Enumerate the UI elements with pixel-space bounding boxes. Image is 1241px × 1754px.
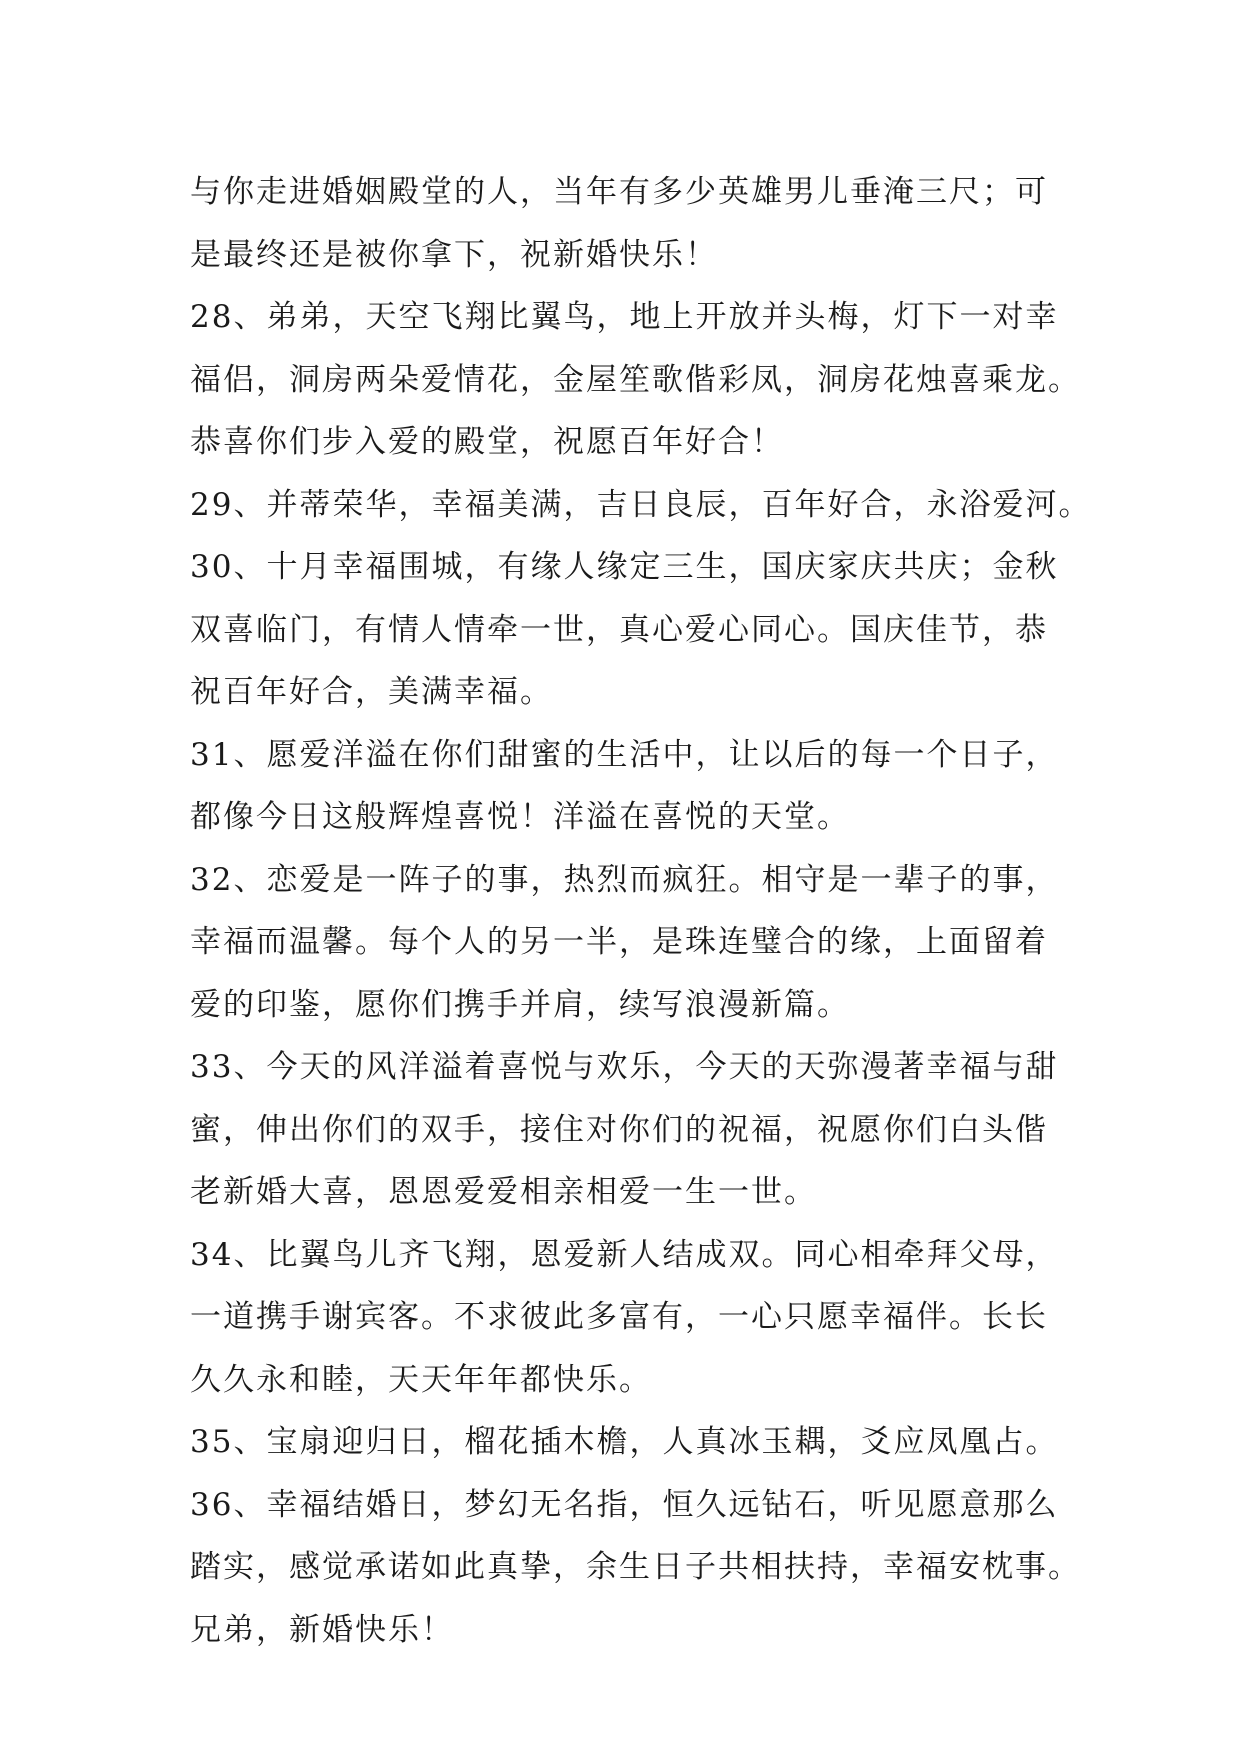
text-line: 幸福而温馨。每个人的另一半，是珠连璧合的缘，上面留着 (190, 924, 1048, 960)
text-line: 福侣，洞房两朵爱情花，金屋笙歌偕彩凤，洞房花烛喜乘龙。 (190, 361, 1081, 398)
text-line: 29、并蒂荣华，幸福美满，吉日良辰，百年好合，永浴爱河。 (190, 486, 1092, 523)
text-line: 恭喜你们步入爱的殿堂，祝愿百年好合！ (190, 424, 784, 460)
document-body (190, 161, 1092, 1661)
text-line: 36、幸福结婚日，梦幻无名指，恒久远钻石，听见愿意那么 (190, 1486, 1059, 1523)
text-line: 35、宝扇迎归日，榴花插木檐，人真冰玉耦，爻应凤凰占。 (190, 1424, 1059, 1460)
text-line: 32、恋爱是一阵子的事，热烈而疯狂。相守是一辈子的事， (190, 861, 1059, 898)
text-line: 双喜临门，有情人情牵一世，真心爱心同心。国庆佳节，恭 (190, 611, 1048, 648)
text-line: 老新婚大喜，恩恩爱爱相亲相爱一生一世。 (190, 1174, 817, 1210)
text-line: 31、愿爱洋溢在你们甜蜜的生活中，让以后的每一个日子， (190, 736, 1059, 773)
text-line: 30、十月幸福围城，有缘人缘定三生，国庆家庆共庆；金秋 (190, 549, 1059, 585)
text-line: 34、比翼鸟儿齐飞翔，恩爱新人结成双。同心相牵拜父母， (190, 1236, 1059, 1273)
text-line: 祝百年好合，美满幸福。 (190, 674, 553, 710)
text-line: 一道携手谢宾客。不求彼此多富有，一心只愿幸福伴。长长 (190, 1299, 1048, 1335)
text-line: 兄弟，新婚快乐！ (190, 1611, 454, 1648)
text-line: 踏实，感觉承诺如此真挚，余生日子共相扶持，幸福安枕事。 (190, 1549, 1081, 1585)
text-line: 33、今天的风洋溢着喜悦与欢乐，今天的天弥漫著幸福与甜 (190, 1049, 1059, 1085)
text-line: 爱的印鉴，愿你们携手并肩，续写浪漫新篇。 (190, 986, 850, 1023)
text-line: 是最终还是被你拿下，祝新婚快乐！ (190, 236, 718, 273)
text-line: 都像今日这般辉煌喜悦！洋溢在喜悦的天堂。 (190, 799, 850, 835)
text-line: 28、弟弟，天空飞翔比翼鸟，地上开放并头梅，灯下一对幸 (190, 299, 1059, 335)
text-line: 蜜，伸出你们的双手，接住对你们的祝福，祝愿你们白头偕 (190, 1111, 1048, 1148)
text-line: 与你走进婚姻殿堂的人，当年有多少英雄男儿垂淹三尺；可 (190, 174, 1048, 210)
text-line: 久久永和睦，天天年年都快乐。 (190, 1361, 652, 1398)
